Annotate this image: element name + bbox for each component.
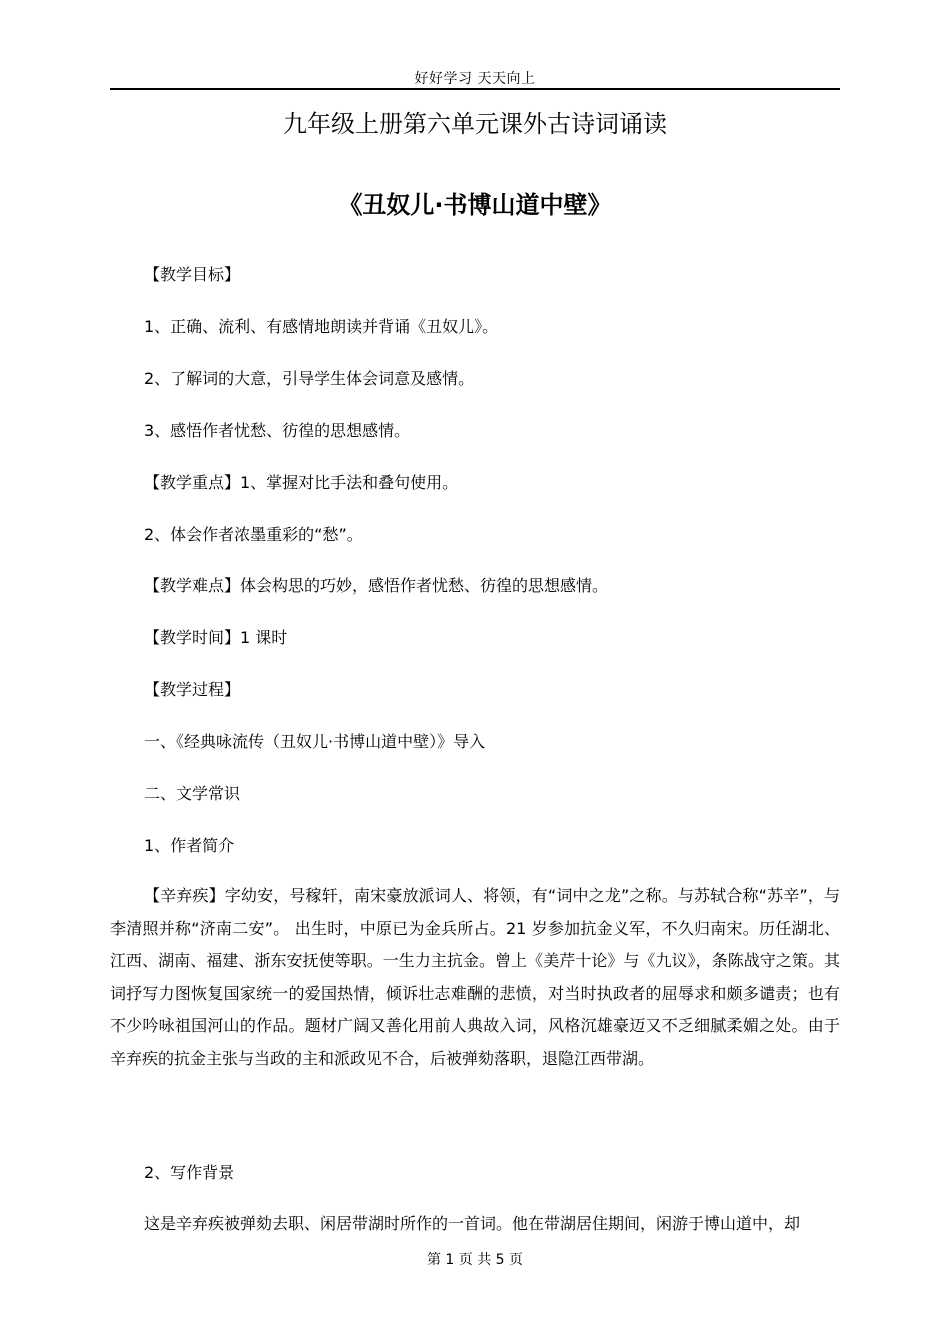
objective-item-3: 3、感悟作者忧愁、彷徨的思想感情。 xyxy=(144,421,411,440)
process-step-2: 二、文学常识 xyxy=(144,784,241,803)
section-writing-background: 2、写作背景 xyxy=(144,1163,235,1182)
key-points: 【教学重点】1、掌握对比手法和叠句使用。 xyxy=(144,473,459,492)
objective-item-1: 1、正确、流利、有感情地朗读并背诵《丑奴儿》。 xyxy=(144,317,499,336)
process-heading: 【教学过程】 xyxy=(144,680,241,699)
process-step-1: 一、《经典咏流传（丑奴儿·书博山道中壁）》导入 xyxy=(144,732,486,751)
difficulties: 【教学难点】体会构思的巧妙，感悟作者忧愁、彷徨的思想感情。 xyxy=(144,576,609,595)
poem-title: 《丑奴儿·书博山道中壁》 xyxy=(338,191,612,219)
background-paragraph: 这是辛弃疾被弹劾去职、闲居带湖时所作的一首词。他在带湖居住期间，闲游于博山道中，却 xyxy=(144,1214,801,1233)
author-bio-paragraph: 【辛弃疾】字幼安，号稼轩，南宋豪放派词人、将领，有“词中之龙”之称。与苏轼合称“苏辛”，与李清照并称“济南二安”。 出生时，中原已为金兵所占。21 岁参加抗金义军，不久归南宋。历任湖北、江西、湖南、福建、浙东安抚使等职。一生力主抗金。曾上《美芹十论》与《九议》，条陈战守之策。其词抒写力图恢复国家统一的爱国热情，倾诉壮志难酬的悲愤，对当时执政者的屈辱求和颇多谴责；也有不少吟咏祖国河山的作品。题材广阔又善化用前人典故入词，风格沉雄豪迈又不乏细腻柔媚之处。由于辛弃疾的抗金主张与当政的主和派政见不合，后被弹劾落职，退隐江西带湖。 xyxy=(110,886,840,1068)
page-footer: 第 1 页 共 5 页 xyxy=(426,1252,524,1268)
section-author-intro: 1、作者简介 xyxy=(144,836,235,855)
objective-item-2: 2、了解词的大意，引导学生体会词意及感情。 xyxy=(144,369,475,388)
header-divider xyxy=(110,88,840,90)
document-title: 九年级上册第六单元课外古诗词诵读 xyxy=(283,110,667,138)
objectives-heading: 【教学目标】 xyxy=(144,265,241,284)
page-header-motto: 好好学习 天天向上 xyxy=(414,71,536,87)
key-point-2: 2、体会作者浓墨重彩的“愁”。 xyxy=(144,525,363,544)
lesson-duration: 【教学时间】1 课时 xyxy=(144,628,288,647)
